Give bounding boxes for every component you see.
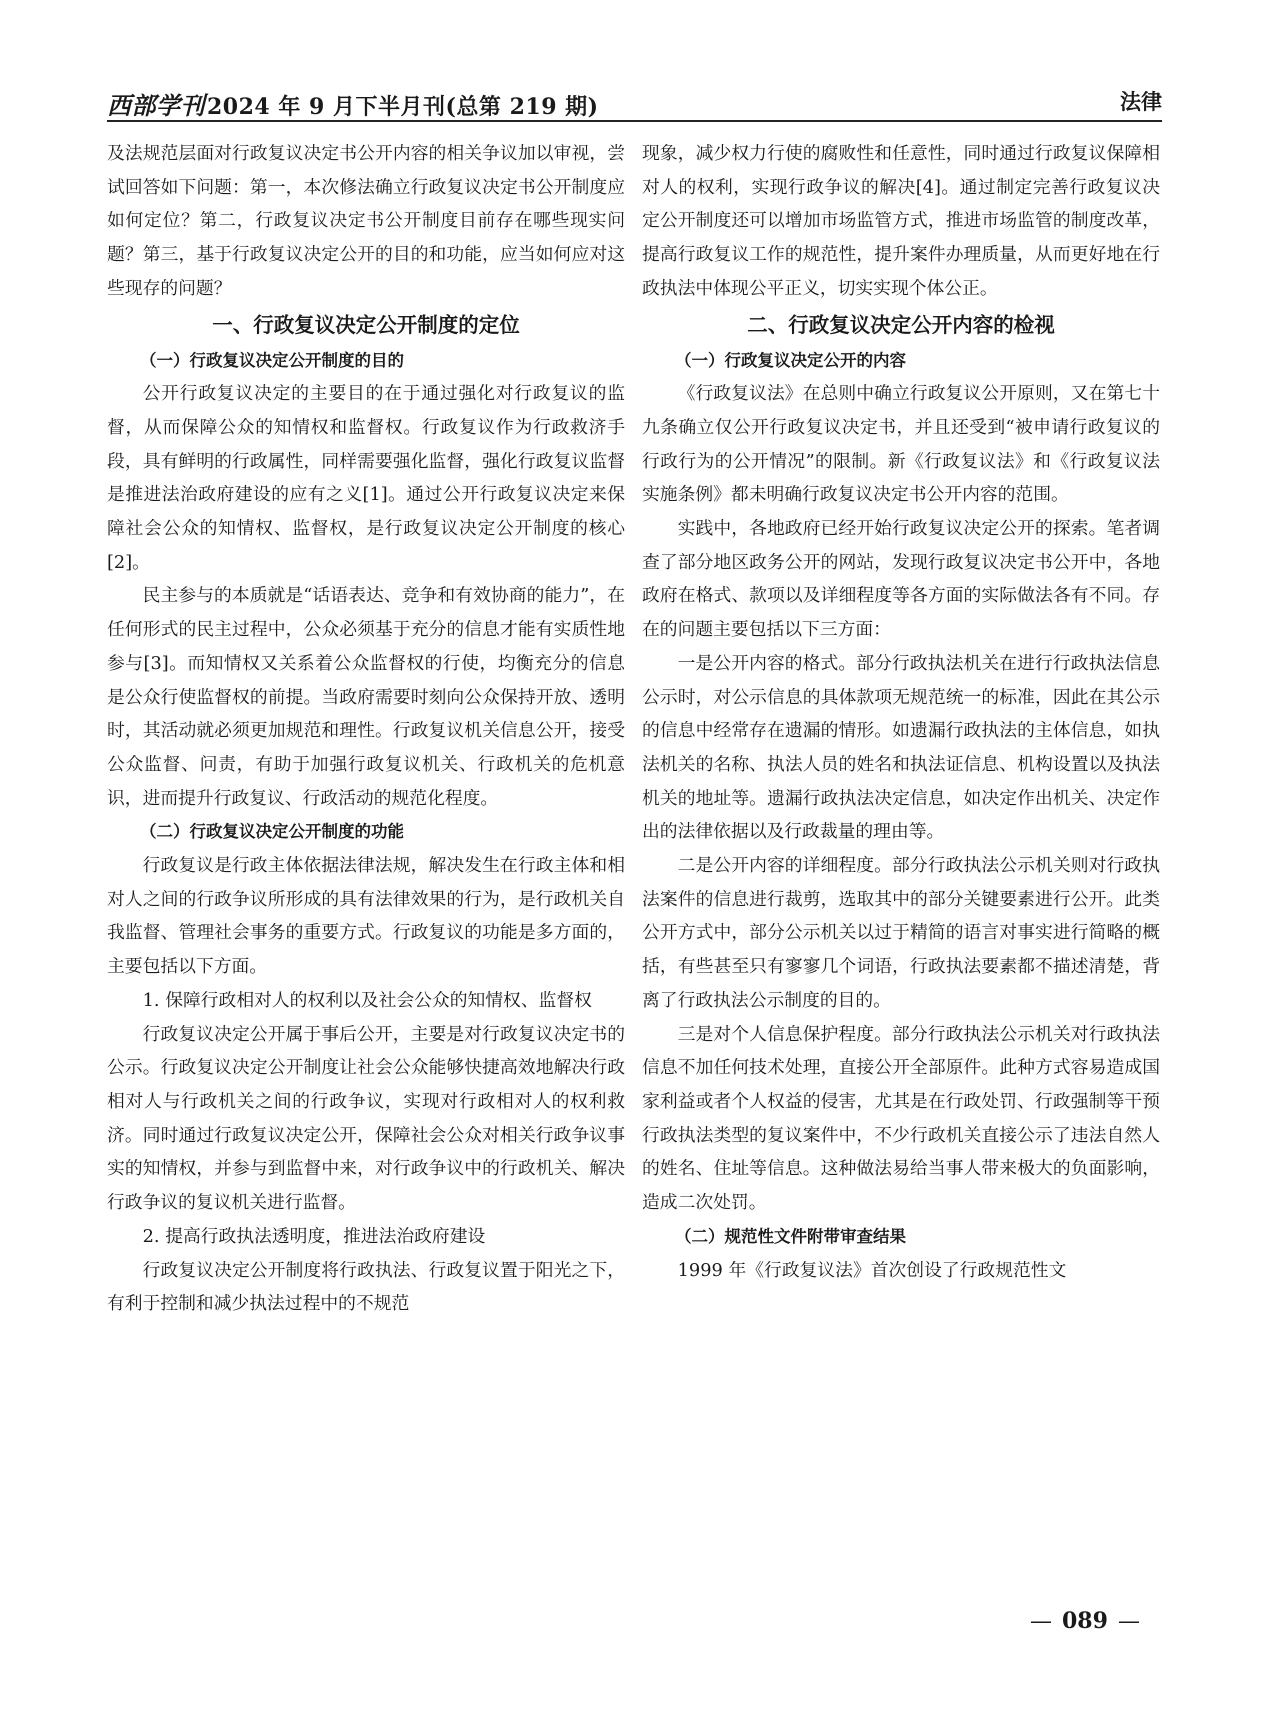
journal-issue: 2024 年 9 月下半月刊(总第 219 期)	[207, 94, 599, 120]
section-heading-1: 一、行政复议决定公开制度的定位	[212, 312, 520, 337]
paragraph: 公开行政复议决定的主要目的在于通过强化对行政复议的监督，从而保障公众的知情权和监督权。行政复议作为行政救济手段，具有鲜明的行政属性，同样需要强化监督，强化行政复议监督是推进法治政府建设的应有之义[1]。通过公开行政复议决定来保障社会公众的知情权、监督权，是行政复议决定公开制度的核心[2]。	[107, 383, 625, 573]
paragraph: 二是公开内容的详细程度。部分行政执法公示机关则对行政执法案件的信息进行裁剪，选取其中的部分关键要素进行公开。此类公开方式中，部分公示机关以过于精简的语言对事实进行简略的概括，有些甚至只有寥寥几个词语，行政执法要素都不描述清楚，背离了行政执法公示制度的目的。	[642, 855, 1160, 1011]
paragraph: 现象，减少权力行使的腐败性和任意性，同时通过行政复议保障相对人的权利，实现行政争议的解决[4]。通过制定完善行政复议决定公开制度还可以增加市场监管方式，推进市场监管的制度改革，提高行政复议工作的规范性，提升案件办理质量，从而更好地在行政执法中体现公平正义，切实实现个体公正。	[642, 143, 1160, 299]
header-rule	[107, 120, 1162, 122]
right-column	[642, 137, 1160, 1287]
section-heading-2: 二、行政复议决定公开内容的检视	[747, 312, 1055, 337]
paragraph: 行政复议决定公开制度将行政执法、行政复议置于阳光之下，有利于控制和减少执法过程中的不规范	[107, 1259, 625, 1315]
left-column	[107, 137, 625, 1321]
paragraph: 三是对个人信息保护程度。部分行政执法公示机关对行政执法信息不加任何技术处理，直接公开全部原件。此种方式容易造成国家利益或者个人权益的侵害，尤其是在行政处罚、行政强制等干预行政执法类型的复议案件中，不少行政机关直接公示了违法自然人的姓名、住址等信息。这种做法易给当事人带来极大的负面影响，造成二次处罚。	[642, 1023, 1160, 1214]
paragraph: 行政复议是行政主体依据法律法规，解决发生在行政主体和相对人之间的行政争议所形成的具有法律效果的行为，是行政机关自我监督、管理社会事务的重要方式。行政复议的功能是多方面的，主要包括以下方面。	[107, 855, 625, 978]
paragraph: 1999 年《行政复议法》首次创设了行政规范性文	[677, 1259, 1067, 1281]
paragraph: 民主参与的本质就是“话语表达、竞争和有效协商的能力”，在任何形式的民主过程中，公众必须基于充分的信息才能有实质性地参与[3]。而知情权又关系着公众监督权的行使，均衡充分的信息是公众行使监督权的前提。当政府需要时刻向公众保持开放、透明时，其活动就必须更加规范和理性。行政复议机关信息公开，接受公众监督、问责，有助于加强行政复议机关、行政机关的危机意识，进而提升行政复议、行政活动的规范化程度。	[107, 585, 625, 809]
subsection-heading: （二）规范性文件附带审查结果	[675, 1226, 906, 1246]
footer-dash: —	[1117, 1609, 1140, 1634]
numbered-item: 1. 保障行政相对人的权利以及社会公众的知情权、监督权	[142, 989, 592, 1011]
page-header	[107, 86, 1162, 124]
paragraph: 实践中，各地政府已经开始行政复议决定公开的探索。笔者调查了部分地区政务公开的网站，发现行政复议决定书公开中，各地政府在格式、款项以及详细程度等各方面的实际做法各有不同。存在的问题主要包括以下三方面：	[642, 518, 1160, 641]
paragraph: 及法规范层面对行政复议决定书公开内容的相关争议加以审视，尝试回答如下问题：第一，本次修法确立行政复议决定书公开制度应如何定位？第二，行政复议决定书公开制度目前存在哪些现实问题？第三，基于行政复议决定公开的目的和功能，应当如何应对这些现存的问题？	[107, 143, 625, 299]
journal-logo: 西部学刊	[107, 91, 205, 120]
journal-title	[107, 86, 599, 121]
subsection-heading: （一）行政复议决定公开的内容	[675, 350, 906, 370]
numbered-item: 2. 提高行政执法透明度，推进法治政府建设	[142, 1225, 486, 1247]
paragraph: 《行政复议法》在总则中确立行政复议公开原则，又在第七十九条确立仅公开行政复议决定书，并且还受到“被申请行政复议的行政行为的公开情况”的限制。新《行政复议法》和《行政复议法实施条例》都未明确行政复议决定书公开内容的范围。	[642, 383, 1160, 506]
footer-dash: —	[1030, 1609, 1052, 1634]
subsection-heading: （一）行政复议决定公开制度的目的	[140, 350, 404, 370]
subsection-heading: （二）行政复议决定公开制度的功能	[140, 822, 404, 842]
paragraph: 行政复议决定公开属于事后公开，主要是对行政复议决定书的公示。行政复议决定公开制度让社会公众能够快捷高效地解决行政相对人与行政机关之间的行政争议，实现对行政相对人的权利救济。同时通过行政复议决定公开，保障社会公众对相关行政争议事实的知情权，并参与到监督中来，对行政争议中的行政机关、解决行政争议的复议机关进行监督。	[107, 1023, 625, 1214]
paragraph: 一是公开内容的格式。部分行政执法机关在进行行政执法信息公示时，对公示信息的具体款项无规范统一的标准，因此在其公示的信息中经常存在遗漏的情形。如遗漏行政执法的主体信息，如执法机关的名称、执法人员的姓名和执法证信息、机构设置以及执法机关的地址等。遗漏行政执法决定信息，如决定作出机关、决定作出的法律依据以及行政裁量的理由等。	[642, 652, 1160, 843]
page-number: 089	[1062, 1608, 1108, 1634]
section-name: 法律	[1120, 90, 1162, 114]
page-footer	[1020, 1608, 1150, 1634]
